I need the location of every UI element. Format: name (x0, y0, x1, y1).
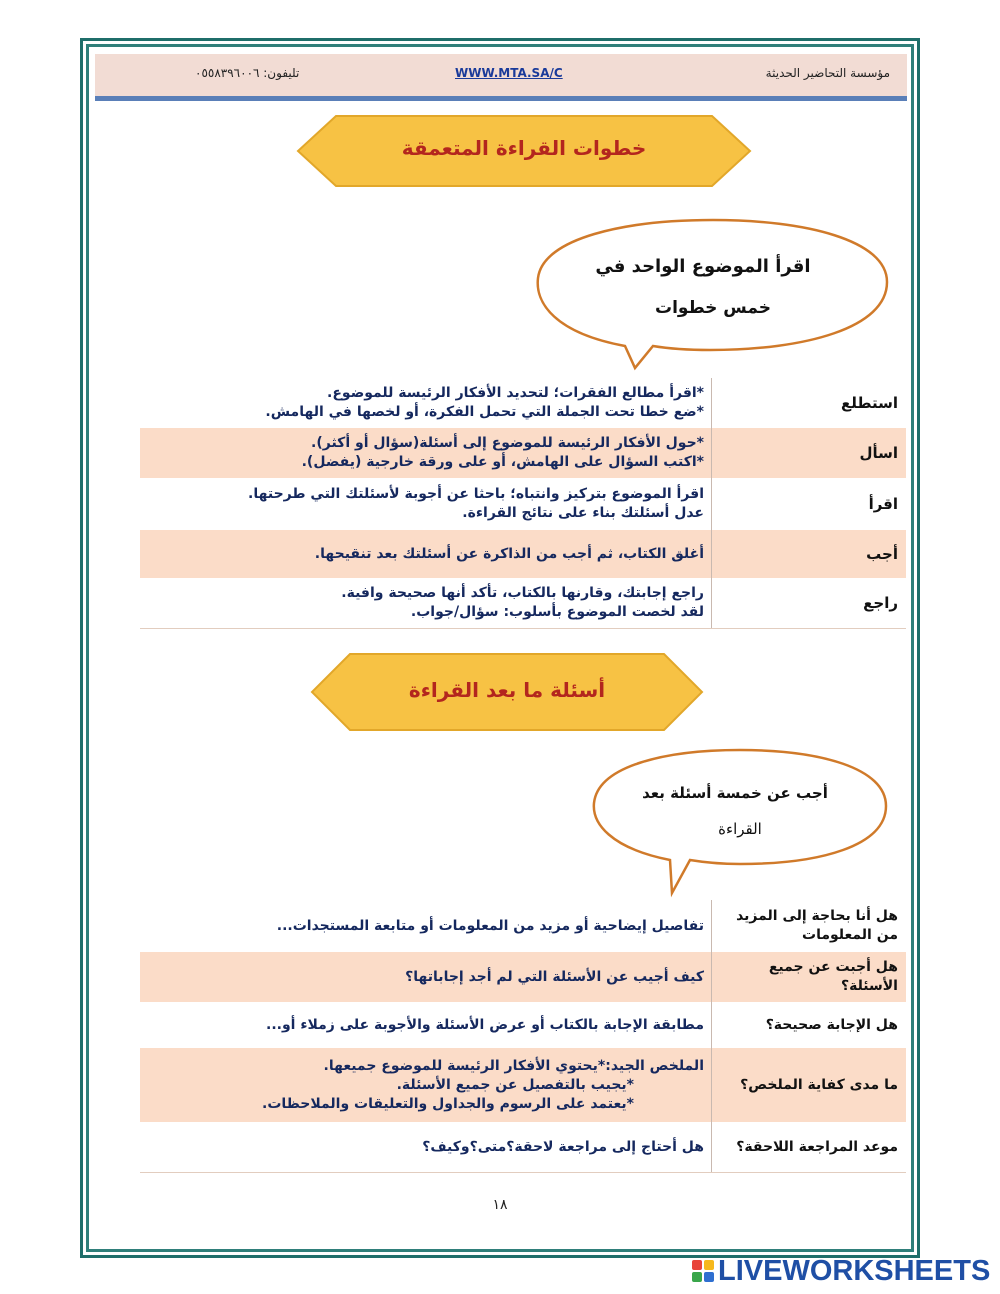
table-border (140, 628, 906, 629)
table-row (140, 1002, 906, 1048)
row-text: كيف أجيب عن الأسئلة التي لم أجد إجاباتها؟ (405, 968, 704, 985)
row-divider (711, 478, 712, 530)
section1-bubble (535, 218, 891, 378)
liveworksheets-logo-icon (692, 1260, 714, 1282)
row-text: تفاصيل إيضاحية أو مزيد من المعلومات أو متابعة المستجدات... (276, 917, 704, 934)
row-label: استطلع (841, 394, 898, 412)
row-divider (711, 1122, 712, 1172)
table-row (140, 578, 906, 628)
row-text: *حول الأفكار الرئيسة للموضوع إلى أسئلة(سؤال أو أكثر). (311, 435, 704, 451)
header-rule (95, 96, 907, 101)
table-border (140, 1172, 906, 1173)
row-divider (711, 1048, 712, 1122)
row-divider (711, 1002, 712, 1048)
page-number: ١٨ (492, 1197, 508, 1213)
row-text: *ضع خطا تحت الجملة التي تحمل الفكرة، أو لخصها في الهامش. (265, 404, 704, 420)
section2-bubble (590, 748, 890, 898)
row-label: موعد المراجعة اللاحقة؟ (736, 1139, 898, 1155)
row-text: *اقرأ مطالع الفقرات؛ لتحديد الأفكار الرئيسة للموضوع. (327, 385, 704, 401)
section2-bubble-line1: أجب عن خمسة أسئلة بعد (642, 784, 828, 802)
row-label: أجب (866, 545, 898, 563)
liveworksheets-watermark[interactable] (692, 1256, 990, 1286)
row-label: هل الإجابة صحيحة؟ (765, 1017, 898, 1033)
row-text: *اكتب السؤال على الهامش، أو على ورقة خارجية (يفضل). (301, 454, 704, 470)
header-url[interactable]: WWW.MTA.SA/C (455, 66, 563, 80)
row-divider (711, 952, 712, 1002)
row-divider (711, 530, 712, 578)
row-label: هل أنا بحاجة إلى المزيد من المعلومات (736, 908, 898, 943)
table-row (140, 478, 906, 530)
section1-bubble-line1: اقرأ الموضوع الواحد في (595, 256, 811, 277)
table-row (140, 530, 906, 578)
row-label: ما مدى كفاية الملخص؟ (740, 1077, 898, 1093)
row-label: اقرأ (868, 495, 898, 513)
row-text: هل أحتاج إلى مراجعة لاحقة؟متى؟وكيف؟ (422, 1138, 704, 1155)
watermark-text: LIVEWORKSHEETS (718, 1254, 991, 1287)
table-row (140, 428, 906, 478)
section1-title: خطوات القراءة المتعمقة (401, 136, 647, 160)
row-divider (711, 428, 712, 478)
row-text: عدل أسئلتك بناء على نتائج القراءة. (462, 505, 704, 521)
section2-banner (310, 652, 704, 732)
section1-bubble-line2: خمس خطوات (655, 298, 771, 318)
row-text: *يعتمد على الرسوم والجداول والتعليقات والملاحظات. (262, 1095, 634, 1112)
header-org: مؤسسة التحاضير الحديثة (765, 66, 890, 80)
table-row (140, 378, 906, 428)
section2-bubble-line2: القراءة (718, 820, 762, 838)
table-row (140, 900, 906, 952)
row-text: *يجيب بالتفصيل عن جميع الأسئلة. (396, 1076, 634, 1093)
row-divider (711, 578, 712, 628)
table-row (140, 952, 906, 1002)
table-row (140, 1048, 906, 1122)
row-text: راجع إجابتك، وقارنها بالكتاب، تأكد أنها صحيحة وافية. (341, 585, 704, 601)
row-text: أغلق الكتاب، ثم أجب من الذاكرة عن أسئلتك بعد تنقيحها. (314, 545, 704, 562)
row-divider (711, 378, 712, 428)
row-text: الملخص الجيد:*يحتوي الأفكار الرئيسة للموضوع جميعها. (323, 1057, 704, 1074)
header-phone: تليفون: ٠٥٥٨٣٩٦٠٠٦ (195, 66, 300, 80)
section1-banner (296, 114, 752, 188)
row-text: لقد لخصت الموضوع بأسلوب: سؤال/جواب. (410, 604, 704, 620)
row-label: راجع (863, 594, 898, 612)
table-row (140, 1122, 906, 1172)
row-text: مطابقة الإجابة بالكتاب أو عرض الأسئلة والأجوبة على زملاء أو... (266, 1016, 704, 1033)
row-divider (711, 900, 712, 952)
section2-title: أسئلة ما بعد القراءة (408, 678, 606, 702)
row-text: اقرأ الموضوع بتركيز وانتباه؛ باحثا عن أجوبة لأسئلتك التي طرحتها. (248, 486, 704, 502)
row-label: هل أجبت عن جميع الأسئلة؟ (768, 959, 898, 994)
row-label: اسأل (859, 444, 898, 462)
